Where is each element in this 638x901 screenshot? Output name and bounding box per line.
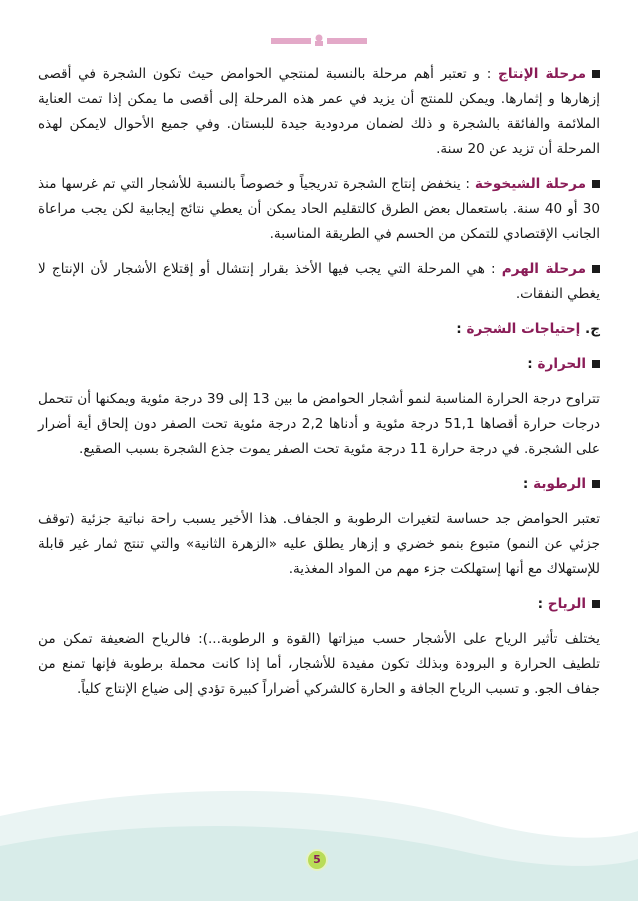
- subsection-heading-humidity: [38, 472, 600, 497]
- subsection-text-humidity: تعتبر الحوامض جد حساسة لتغيرات الرطوبة و الجفاف. هذا الأخير يسبب راحة نباتية جزئية (توقف جزئي عن النمو) متبوع بنمو خضري و إزهار يطلق عليه «الزهرة الثانية» والتي تنتج ثمار غير قابلة للإستهلاك مع أنها إستهلكت جزء مهم من المواد المغذية.: [38, 511, 600, 577]
- ornament-bar: [327, 38, 367, 44]
- subsection-suffix: :: [522, 476, 534, 492]
- subsection-suffix: :: [537, 596, 548, 612]
- square-bullet-icon: [592, 360, 600, 368]
- page-content: [38, 62, 600, 712]
- section-title: إحتياجات الشجرة: [466, 321, 581, 337]
- stage-text: : هي المرحلة التي يجب فيها الأخذ بقرار إنتشال أو إقتلاع الأشجار لأن الإنتاج لا يغطي النفقات.: [38, 261, 600, 302]
- ornament-center: [315, 41, 323, 46]
- subsection-heading-heat: [38, 352, 600, 377]
- subsection-title: الرطوبة: [533, 476, 586, 492]
- top-ornament: [271, 32, 367, 48]
- section-prefix: ج.: [585, 321, 600, 337]
- page-number: 5: [306, 849, 328, 871]
- square-bullet-icon: [592, 180, 600, 188]
- subsection-text-heat: تتراوح درجة الحرارة المناسبة لنمو أشجار الحوامض ما بين 13 إلى 39 درجة مئوية ويمكنها أن تتحمل درجات حرارة أقصاها 51,1 درجة مئوية و أدناها 2,2 درجة مئوية تحت الصفر دون إلحاق أية أضرار على الشجرة. في درجة حرارة 11 درجة مئوية تحت الصفر يموت جذع الشجرة بسبب الصقيع.: [38, 391, 600, 457]
- subsection-text-winds: يختلف تأثير الرياح على الأشجار حسب ميزاتها (القوة و الرطوبة...): فالرياح الضعيفة تمكن من تلطيف الحرارة و البرودة وبذلك تكون مفيدة للأشجار، أما إذا كانت محملة برطوبة فإنها تمنع من جفاف الجو. و تسبب الرياح الجافة و الحارة كالشركي أضراراً كبيرة تؤدي إلى ضياع الإنتاج كلياً.: [38, 631, 600, 697]
- stage-term: مرحلة الشيخوخة: [474, 176, 587, 192]
- stage-term: مرحلة الإنتاج: [498, 66, 586, 82]
- subsection-suffix: :: [527, 356, 538, 372]
- stage-text: : ينخفض إنتاج الشجرة تدريجياً و خصوصاً بالنسبة للأشجار التي تم غرسها منذ 30 أو 40 سنة. باستعمال بعض الطرق كالتقليم الحاد يمكن أن يعطي نتائج إيجابية لكن يجب مراعاة الجانب الإقتصادي للتمكن من الحسم في الطريقة المناسبة.: [38, 176, 600, 242]
- stage-paragraph-production: [38, 62, 600, 162]
- stage-term: مرحلة الهرم: [501, 261, 586, 277]
- ornament-bar: [271, 38, 311, 44]
- ornament-dot: [316, 35, 323, 42]
- stage-paragraph-senescence: [38, 257, 600, 307]
- section-suffix: :: [456, 321, 467, 337]
- subsection-heading-winds: [38, 592, 600, 617]
- square-bullet-icon: [592, 480, 600, 488]
- stage-paragraph-aging: [38, 172, 600, 247]
- section-heading: [38, 317, 600, 342]
- square-bullet-icon: [592, 265, 600, 273]
- stage-text: : و تعتبر أهم مرحلة بالنسبة لمنتجي الحوامض حيث تكون الشجرة في أقصى إزهارها و إثمارها. ويمكن للمنتج أن يزيد في عمر هذه المرحلة إلى أقصى ما يمكن إذا تمت العناية الملائمة والفائقة بالشجرة و ذلك لضمان مردودية جيدة للبستان. وفي جميع الأحوال لايمكن لهذه المرحلة أن تزيد عن 20 سنة.: [38, 66, 600, 157]
- subsection-title: الرياح: [547, 596, 586, 612]
- subsection-title: الحرارة: [537, 356, 586, 372]
- bottom-wave-decoration: [0, 761, 638, 901]
- square-bullet-icon: [592, 600, 600, 608]
- square-bullet-icon: [592, 70, 600, 78]
